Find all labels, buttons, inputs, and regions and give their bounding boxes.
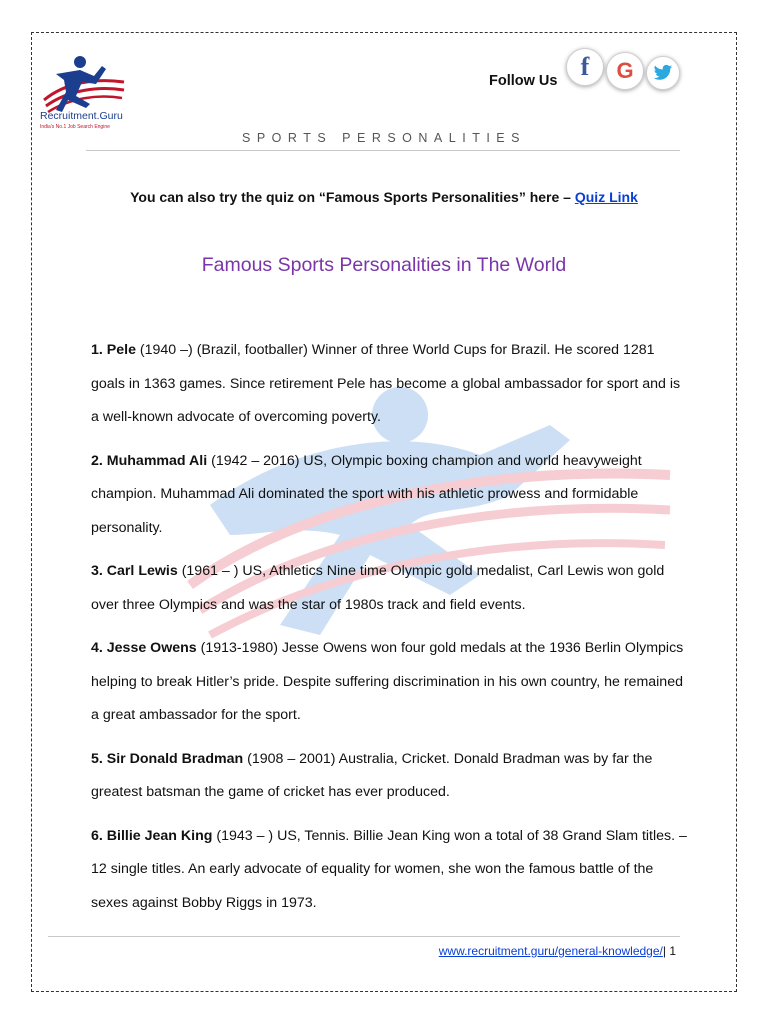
facebook-icon[interactable] [566, 48, 604, 86]
entry-text: (1943 – ) US, Tennis. Billie Jean King won a total of 38 Grand Slam titles. – 12 single titles. An early advocate of equality for women, she won the famous battle of the sexes against Bobby Riggs in 1973. [91, 827, 687, 911]
list-item [91, 445, 691, 546]
entry-text: (1913-1980) Jesse Owens won four gold medals at the 1936 Berlin Olympics helping to break Hitler’s pride. Despite suffering discrimination in his own country, he remained a great ambassador for the sport. [91, 640, 684, 723]
entry-text: (1940 –) (Brazil, footballer) Winner of three World Cups for Brazil. He scored 1281 goals in 1363 games. Since retirement Pele has become a global ambassador for sport and is a well-known advocate of overcoming poverty. [91, 342, 681, 425]
header-divider [86, 150, 680, 151]
entry-name: 2. Muhammad Ali [91, 452, 208, 469]
list-item [91, 555, 691, 622]
quiz-link[interactable]: Quiz Link [574, 189, 638, 205]
entry-name: 4. Jesse Owens [91, 640, 197, 656]
page-separator: | [662, 944, 670, 958]
facebook-glyph: f [580, 52, 590, 81]
entry-name: 1. Pele [91, 342, 136, 358]
entry-name: 6. Billie Jean King [91, 827, 213, 844]
quiz-line [0, 189, 768, 205]
list-item [91, 820, 691, 921]
logo-tagline: India's No.1 Job Search Engine [40, 124, 110, 130]
quiz-text: You can also try the quiz on “Famous Sports Personalities” here – [130, 189, 575, 205]
entry-text: (1961 – ) US, Athletics Nine time Olympic gold medalist, Carl Lewis won gold over three Olympics and was the star of 1980s track and field events. [91, 563, 665, 613]
personalities-list [91, 334, 691, 930]
follow-us-label: Follow Us [489, 73, 558, 89]
entry-name: 5. Sir Donald Bradman [91, 750, 244, 767]
list-item [91, 632, 691, 733]
google-plus-icon[interactable] [606, 52, 644, 90]
list-item [91, 334, 691, 435]
entry-name: 3. Carl Lewis [91, 563, 178, 579]
main-title: Famous Sports Personalities in The World [201, 254, 567, 276]
footer-link[interactable]: www.recruitment.guru/general-knowledge/ [438, 944, 663, 958]
section-title: SPORTS PERSONALITIES [242, 131, 526, 145]
page-number: 1 [669, 944, 676, 958]
entry-text: (1908 – 2001) Australia, Cricket. Donald Bradman was by far the greatest batsman the game of cricket has ever produced. [91, 750, 653, 800]
entry-text: (1942 – 2016) US, Olympic boxing champion and world heavyweight champion. Muhammad Ali dominated the sport with his athletic prowess and formidable personality. [91, 452, 642, 536]
logo-text: Recruitment.Guru [40, 110, 123, 122]
twitter-bird-icon [653, 64, 673, 82]
google-glyph: G [616, 58, 634, 83]
footer-divider [48, 936, 680, 937]
twitter-icon[interactable] [646, 56, 680, 90]
footer [439, 944, 676, 958]
list-item [91, 743, 691, 810]
